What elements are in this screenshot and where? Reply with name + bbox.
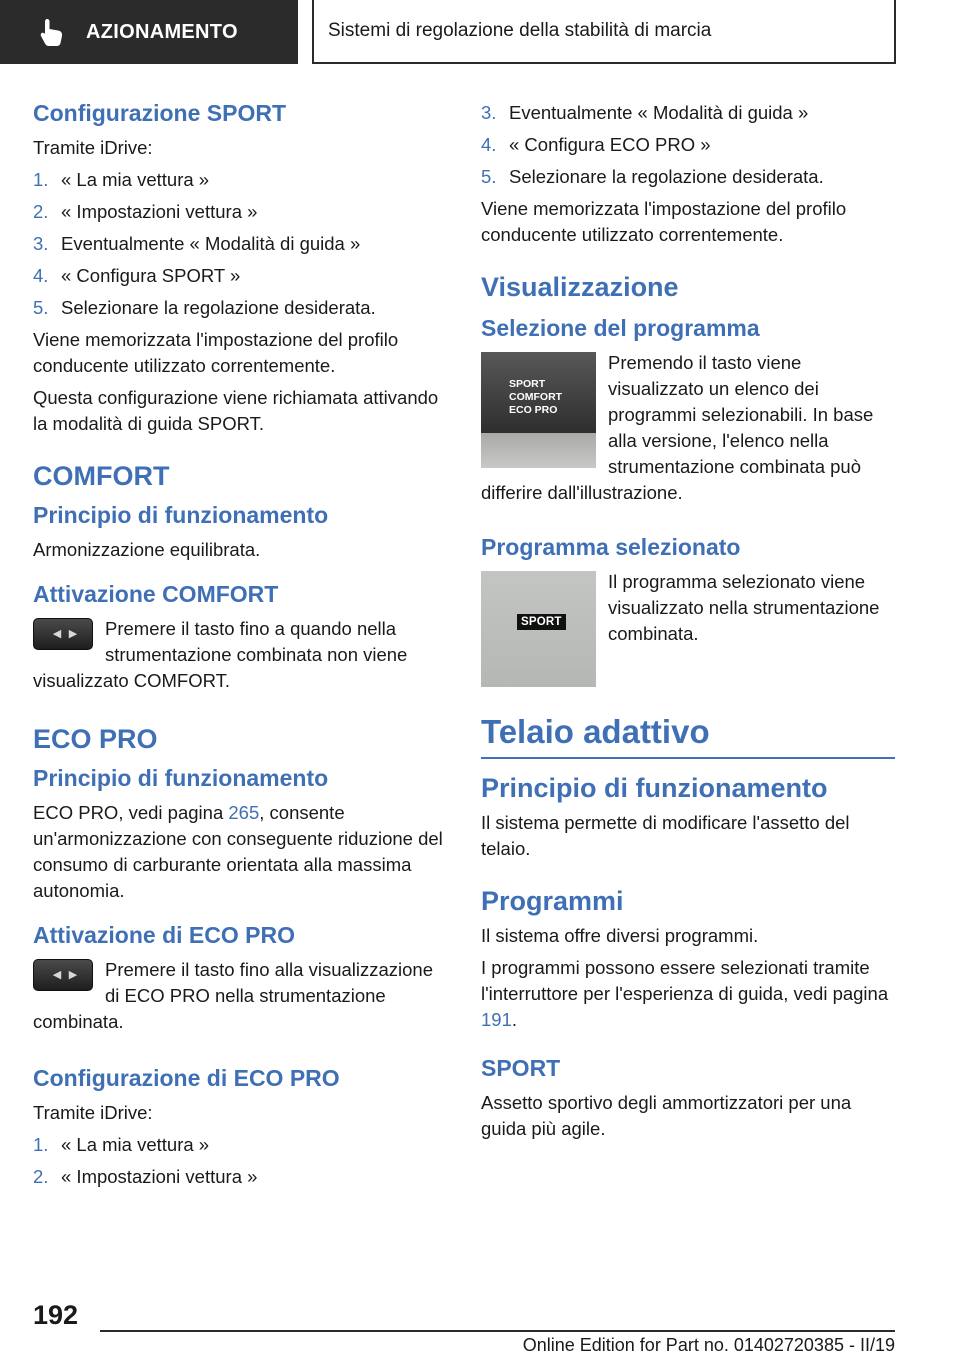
idrive-label: Tramite iDrive:	[33, 1102, 153, 1123]
heading-attivazione-eco: Attivazione di ECO PRO	[33, 922, 295, 948]
heading-config-eco: Configurazione di ECO PRO	[33, 1065, 340, 1091]
list-item: 5. Selezionare la regolazione desiderata.	[33, 297, 376, 318]
section-label: AZIONAMENTO	[86, 20, 238, 43]
chevron-right-icon: ▶	[68, 969, 78, 981]
program-list-screen-image	[481, 352, 596, 468]
heading-telaio-adattivo: Telaio adattivo	[481, 713, 895, 759]
heading-principio: Principio di funzionamento	[481, 773, 828, 803]
heading-selezione: Selezione del programma	[481, 315, 760, 341]
chevron-right-icon: ▶	[68, 628, 78, 640]
heading-ecopro: ECO PRO	[33, 724, 158, 754]
screen-program-list: SPORT COMFORT ECO PRO	[509, 378, 563, 416]
list-item: 1. « La mia vettura »	[33, 1134, 210, 1155]
telaio-text: Il sistema permette di modificare l'assetto del telaio.	[481, 812, 850, 859]
heading-sport: SPORT	[481, 1055, 561, 1081]
edition-text: Online Edition for Part no. 01402720385 - II/19	[522, 1335, 895, 1355]
header-section-tab	[0, 0, 298, 64]
att-eco-text: Premere il tasto fino alla visualizzazione di ECO PRO nella strumentazione combinata.	[33, 959, 434, 1032]
left-column	[33, 100, 451, 1196]
programmi-text-2: I programmi possono essere selezionati tramite l'interruttore per l'esperienza di guida, vedi pagina 191.	[481, 957, 889, 1030]
list-item: 4. « Configura SPORT »	[33, 265, 241, 286]
prog-sel-text: Il programma selezionato viene visualizzato nella strumentazione combinata.	[608, 571, 880, 644]
right-column	[481, 100, 895, 1148]
heading-prog-selezionato: Programma selezionato	[481, 534, 741, 560]
heading-visualizzazione: Visualizzazione	[481, 272, 679, 302]
list-item: 2. « Impostazioni vettura »	[33, 1166, 258, 1187]
list-item: 3. Eventualmente « Modalità di guida »	[481, 102, 809, 123]
heading-principio: Principio di funzionamento	[33, 765, 329, 791]
memo-text: Viene memorizzata l'impostazione del profilo conducente utilizzato correntemente.	[481, 198, 847, 245]
screen-sport-badge: SPORT	[517, 614, 566, 630]
selected-program-screen-image	[481, 571, 596, 687]
hand-pointer-icon	[38, 17, 66, 47]
chevron-left-icon: ◀	[52, 628, 62, 640]
idrive-label: Tramite iDrive:	[33, 137, 153, 158]
heading-comfort: COMFORT	[33, 461, 170, 491]
list-item: 2. « Impostazioni vettura »	[33, 201, 258, 222]
heading-attivazione-comfort: Attivazione COMFORT	[33, 581, 279, 607]
sport-text: Assetto sportivo degli ammortizzatori per una guida più agile.	[481, 1092, 852, 1139]
selezione-text: Premendo il tasto viene visualizzato un elenco dei programmi selezionabili. In base alla versione, l'elenco nella strumentazione combinata può differire dall'illustrazione.	[481, 352, 874, 503]
page-number: 192	[33, 1300, 79, 1330]
recall-text: Questa configurazione viene richiamata attivando la modalità di guida SPORT.	[33, 387, 439, 434]
programmi-text: Il sistema offre diversi programmi.	[481, 925, 759, 946]
memo-text: Viene memorizzata l'impostazione del profilo conducente utilizzato correntemente.	[33, 329, 399, 376]
ecopro-text: ECO PRO, vedi pagina 265, consente un'armonizzazione con conseguente riduzione del consumo di carburante orientata alla massima autonomia.	[33, 802, 443, 901]
armonizzazione-text: Armonizzazione equilibrata.	[33, 539, 261, 560]
chevron-left-icon: ◀	[52, 969, 62, 981]
header-title-box	[312, 0, 896, 64]
heading-config-sport: Configurazione SPORT	[33, 100, 286, 126]
page-link[interactable]: 191	[481, 1009, 512, 1030]
footer-divider	[100, 1330, 895, 1332]
steps-list-eco-continued	[481, 100, 895, 190]
mode-button-image	[33, 959, 93, 991]
steps-list-eco	[33, 1132, 451, 1190]
heading-programmi: Programmi	[481, 886, 624, 916]
mode-button-image	[33, 618, 93, 650]
steps-list-sport	[33, 167, 451, 321]
heading-principio: Principio di funzionamento	[33, 502, 329, 528]
list-item: 4. « Configura ECO PRO »	[481, 134, 711, 155]
page-link[interactable]: 265	[228, 802, 260, 823]
chapter-title: Sistemi di regolazione della stabilità di marcia	[328, 20, 712, 41]
list-item: 5. Selezionare la regolazione desiderata.	[481, 166, 824, 187]
list-item: 3. Eventualmente « Modalità di guida »	[33, 233, 361, 254]
list-item: 1. « La mia vettura »	[33, 169, 210, 190]
att-comfort-text: Premere il tasto fino a quando nella strumentazione combinata non viene visualizzato COMFORT.	[33, 618, 408, 691]
